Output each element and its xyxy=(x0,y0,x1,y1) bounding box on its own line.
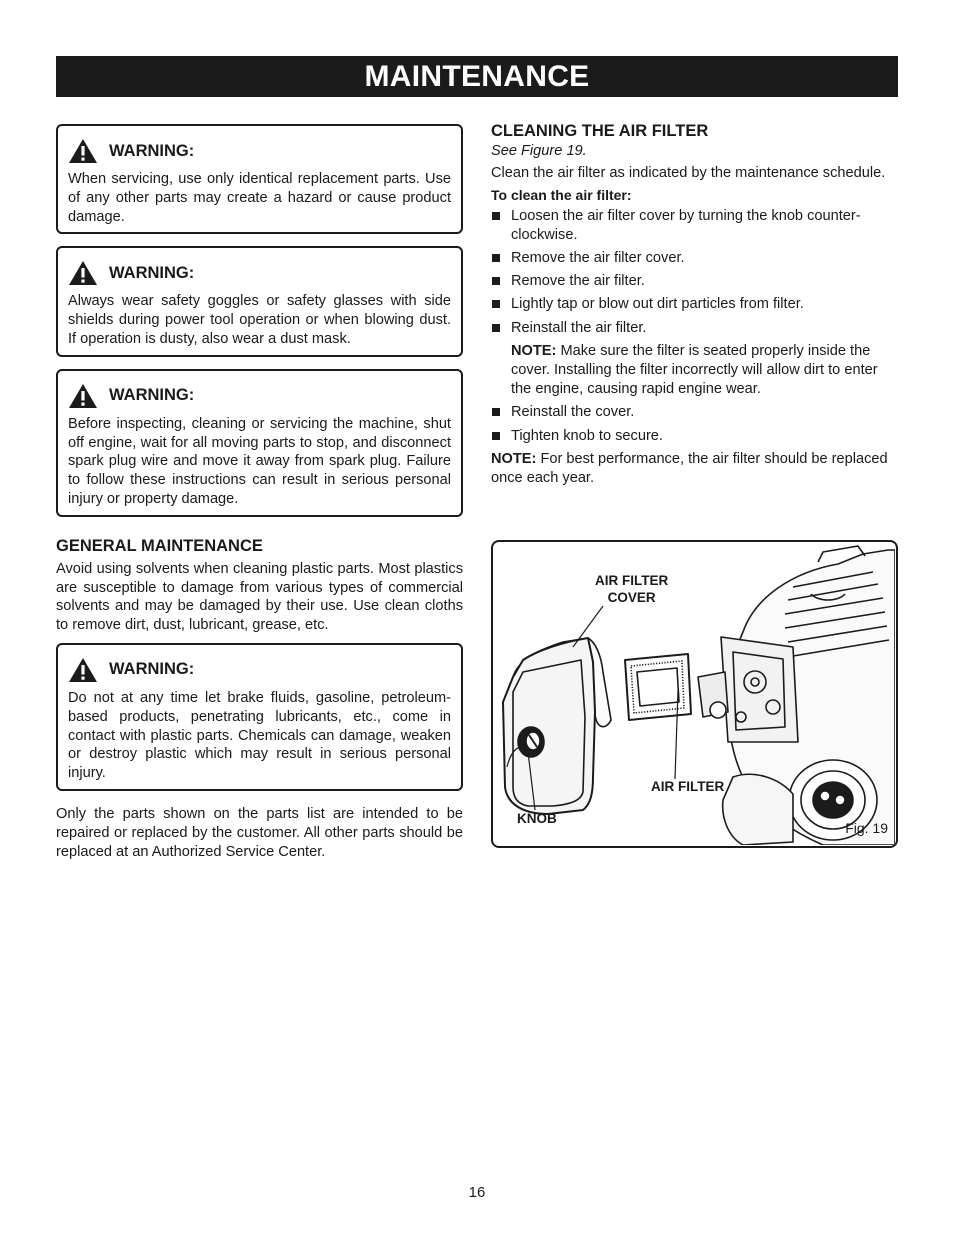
filter-seating-note: NOTE: Make sure the filter is seated properly inside the cover. Installing the filter incorrectly will allow dirt to enter the engine, causing rapid engine wear. xyxy=(511,343,878,397)
left-column xyxy=(56,124,463,861)
warning-text: When servicing, use only identical replacement parts. Use of any other parts may create a hazard or cause product damage. xyxy=(68,171,451,225)
warning-title: WARNING: xyxy=(109,263,195,282)
general-maintenance-text: Avoid using solvents when cleaning plastic parts. Most plastics are susceptible to damage from various types of commercial solvents and may be damaged by their use. Use clean cloths to remove dirt, dust, lubricant, grease, etc. xyxy=(56,560,463,634)
parts-list-note: Only the parts shown on the parts list are intended to be repaired or replaced by the customer. All other parts should be replaced at an Authorized Service Center. xyxy=(56,805,463,860)
air-filter-label: AIR FILTER xyxy=(651,779,725,794)
warning-title: WARNING: xyxy=(109,660,195,679)
warning-triangle-icon xyxy=(68,657,98,683)
list-item: Loosen the air filter cover by turning the knob counter-clockwise. xyxy=(491,207,898,245)
air-filter-steps xyxy=(491,207,898,338)
general-maintenance-heading: GENERAL MAINTENANCE xyxy=(56,536,263,555)
air-filter-steps-continued xyxy=(491,403,898,445)
list-item: Reinstall the cover. xyxy=(491,403,898,422)
warning-text: Before inspecting, cleaning or servicing the machine, shut off engine, wait for all moving parts to stop, and disconnect spark plug wire and move it away from spark plug. Failure to follow these instructions can result in serious personal injury or property damage. xyxy=(68,415,451,507)
list-item: Remove the air filter cover. xyxy=(491,249,898,268)
warning-text: Do not at any time let brake fluids, gasoline, petroleum-based products, penetrating lubricants, etc., come in contact with plastic parts. Chemicals can damage, weaken or destroy plastic which may result in serious personal injury. xyxy=(68,689,451,782)
list-item: Remove the air filter. xyxy=(491,272,898,291)
figure-19 xyxy=(491,540,898,848)
air-filter-heading: CLEANING THE AIR FILTER xyxy=(491,122,709,140)
warning-box-before-servicing xyxy=(56,369,463,517)
knob-label: KNOB xyxy=(517,811,557,826)
warning-triangle-icon xyxy=(68,383,98,409)
list-item: Reinstall the air filter. xyxy=(491,319,898,338)
air-filter-illustration xyxy=(493,542,895,845)
warning-title: WARNING: xyxy=(109,141,195,160)
warning-box-chemicals xyxy=(56,643,463,791)
warning-text: Always wear safety goggles or safety glasses with side shields during power tool operation or when blowing dust. If operation is dusty, also wear a dust mask. xyxy=(68,293,451,347)
see-figure-reference: See Figure 19. xyxy=(491,143,587,159)
warning-box-safety-goggles xyxy=(56,246,463,356)
warning-triangle-icon xyxy=(68,138,98,164)
air-filter-cover-label: AIR FILTER COVER xyxy=(595,573,669,605)
filter-replacement-note: NOTE: For best performance, the air filter should be replaced once each year. xyxy=(491,451,888,486)
list-item: Tighten knob to secure. xyxy=(491,427,898,446)
page-title: MAINTENANCE xyxy=(56,56,898,97)
warning-box-replacement-parts xyxy=(56,124,463,234)
list-item: Lightly tap or blow out dirt particles from filter. xyxy=(491,295,898,314)
warning-title: WARNING: xyxy=(109,386,195,405)
right-column xyxy=(491,122,898,488)
warning-triangle-icon xyxy=(68,260,98,286)
figure-caption: Fig. 19 xyxy=(845,820,888,836)
page-number: 16 xyxy=(468,1184,486,1201)
air-filter-subheading: To clean the air filter: xyxy=(491,186,632,203)
air-filter-intro: Clean the air filter as indicated by the maintenance schedule. xyxy=(491,165,886,181)
